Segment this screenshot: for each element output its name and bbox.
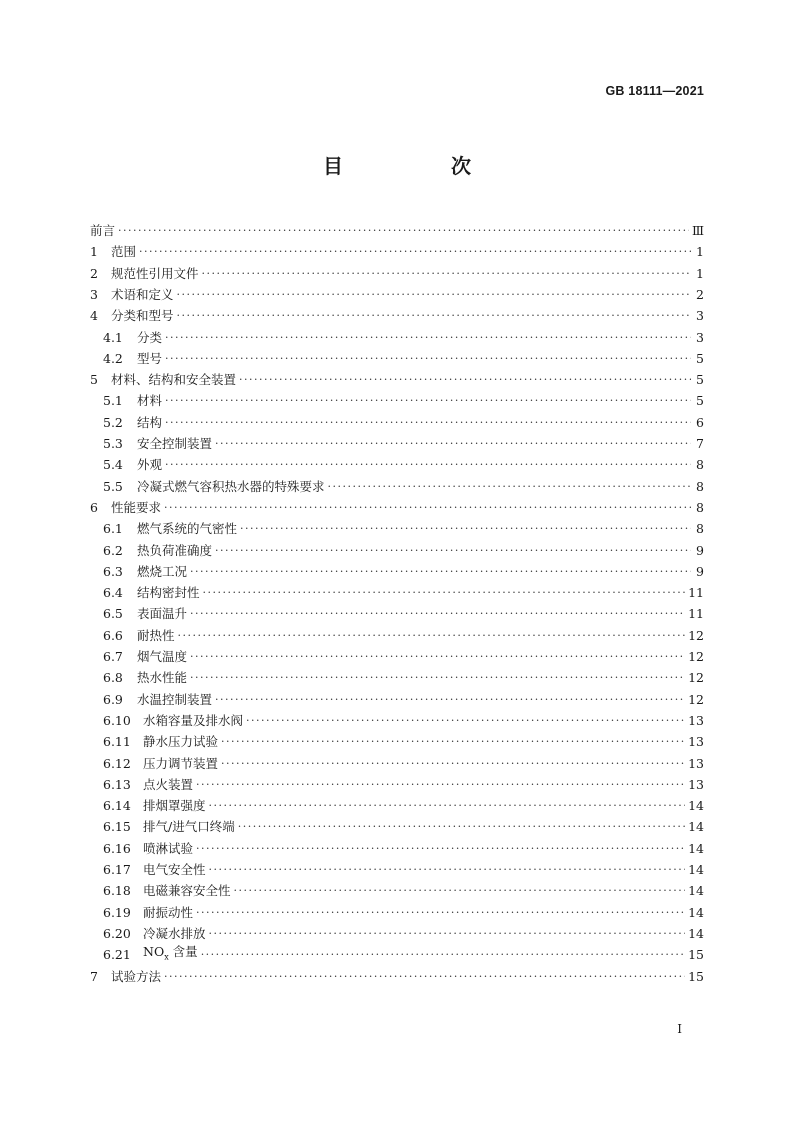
toc-entry-number: 5 [90, 372, 98, 388]
toc-leader-dots [202, 265, 691, 283]
toc-entry-number: 6.18 [103, 883, 131, 899]
toc-entry-number: 6.9 [103, 691, 123, 707]
toc-leader-dots [118, 222, 689, 240]
toc-leader-dots [139, 243, 691, 261]
toc-entry-title: 热水性能 [137, 670, 188, 686]
toc-leader-dots [165, 456, 691, 474]
toc-entry-title: 外观 [137, 457, 163, 473]
toc-entry-number: 4.1 [103, 329, 123, 345]
toc-entry[interactable] [90, 733, 704, 751]
toc-entry-page: 15 [688, 947, 704, 963]
standard-code: GB 18111—2021 [605, 84, 704, 98]
toc-leader-dots [190, 563, 691, 581]
toc-entry-number: 6.21 [103, 947, 131, 963]
toc-entry-page: 5 [696, 350, 704, 366]
toc-entry[interactable] [90, 243, 704, 261]
toc-leader-dots [209, 861, 686, 879]
toc-entry[interactable] [90, 371, 704, 389]
toc-leader-dots [209, 797, 686, 815]
toc-entry[interactable] [90, 797, 704, 815]
toc-entry-number: 6.7 [103, 649, 123, 664]
toc-entry-page: 13 [688, 755, 704, 771]
toc-leader-dots [209, 925, 686, 943]
toc-entry-number: 6.12 [103, 755, 131, 771]
toc-entry-title: 结构 [137, 414, 163, 430]
toc-entry[interactable] [90, 350, 704, 368]
toc-entry-number: 5.1 [103, 393, 123, 409]
toc-entry-number: 6.13 [103, 776, 131, 792]
toc-entry-title: 排烟罩强度 [143, 798, 206, 814]
toc-entry[interactable] [90, 818, 704, 836]
toc-entry-title: 耐振动性 [143, 904, 194, 920]
toc-entry-number: 7 [90, 968, 98, 984]
toc-leader-dots [238, 818, 685, 836]
toc-leader-dots [165, 392, 691, 410]
toc-entry[interactable] [90, 584, 704, 602]
toc-entry-number: 6.17 [103, 862, 131, 877]
toc-entry-number: 6.2 [103, 542, 123, 558]
toc-leader-dots [196, 904, 685, 922]
toc-entry-number: 6.15 [103, 819, 131, 835]
toc-leader-dots [221, 755, 685, 773]
toc-entry-number: 6.14 [103, 798, 131, 814]
toc-entry-page: 5 [696, 372, 704, 388]
toc-entry-title: 冷凝式燃气容积热水器的特殊要求 [137, 478, 325, 494]
toc-entry-number: 6.5 [103, 606, 123, 622]
toc-entry-title: 燃气系统的气密性 [137, 521, 238, 537]
toc-entry-title: 烟气温度 [137, 649, 188, 664]
toc-entry-title: 喷淋试验 [143, 840, 194, 856]
toc-entry[interactable] [90, 861, 704, 879]
toc-entry-page: 7 [696, 436, 704, 451]
toc-entry-title: 热负荷准确度 [137, 542, 213, 558]
toc-entry-title: 材料、结构和安全装置 [111, 372, 237, 388]
toc-entry-number: 6 [90, 499, 98, 515]
toc-entry-title: 型号 [137, 350, 163, 366]
toc-entry-number: 6.20 [103, 925, 131, 941]
toc-entry-title: 表面温升 [137, 606, 188, 622]
toc-entry-page: 13 [688, 776, 704, 792]
toc-entry-page: 8 [696, 499, 704, 515]
toc-leader-dots [328, 478, 691, 496]
toc-entry[interactable] [90, 776, 704, 794]
toc-entry-title: 压力调节装置 [143, 755, 219, 771]
toc-entry-title: 冷凝水排放 [143, 925, 206, 941]
toc-entry-title: 范围 [111, 244, 137, 260]
toc-entry[interactable] [90, 691, 704, 709]
toc-entry-title: 试验方法 [111, 968, 162, 984]
toc-entry-page: 15 [688, 968, 704, 984]
toc-entry[interactable] [90, 392, 704, 410]
toc-entry[interactable] [90, 435, 704, 453]
toc-entry-number: 6.3 [103, 563, 123, 579]
toc-leader-dots [221, 733, 685, 751]
toc-leader-dots [164, 499, 691, 517]
toc-entry-title: 分类 [137, 329, 163, 345]
toc-entry-page: 9 [696, 542, 704, 558]
toc-entry-page: 14 [688, 840, 704, 856]
toc-entry[interactable] [90, 627, 704, 645]
toc-entry-title: 前言 [90, 223, 116, 238]
toc-leader-dots [215, 542, 691, 560]
toc-entry[interactable] [90, 712, 704, 730]
toc-entry-title: 点火装置 [143, 776, 194, 792]
toc-entry-page: 8 [696, 457, 704, 473]
toc-entry[interactable] [90, 478, 704, 496]
toc-entry-number: 5.2 [103, 414, 123, 430]
toc-entry[interactable] [90, 669, 704, 687]
toc-leader-dots [234, 882, 686, 900]
toc-entry-number: 1 [90, 244, 98, 260]
toc-entry[interactable] [90, 968, 704, 986]
toc-entry-number: 6.6 [103, 627, 123, 643]
toc-entry-title: 规范性引用文件 [111, 265, 199, 281]
toc-entry-title: 结构密封性 [137, 585, 200, 601]
toc-entry-number: 6.11 [103, 734, 131, 750]
toc-entry[interactable] [90, 605, 704, 623]
toc-entry[interactable] [90, 520, 704, 538]
toc-entry-page: 9 [696, 563, 704, 579]
toc-entry-page: 12 [688, 670, 704, 686]
toc-entry-page: 13 [688, 734, 704, 750]
toc-entry-number: 5.5 [103, 478, 123, 494]
toc-entry-page: 14 [688, 904, 704, 920]
toc-entry-title: 分类和型号 [111, 308, 174, 324]
toc-entry-number: 2 [90, 265, 98, 281]
toc-entry-page: 1 [696, 244, 704, 260]
toc-leader-dots [190, 605, 685, 623]
toc-leader-dots [203, 584, 686, 602]
toc-entry-title: 耐热性 [137, 627, 175, 643]
toc-entry-title: 水温控制装置 [137, 691, 213, 707]
toc-entry[interactable] [90, 414, 704, 432]
toc-entry-title: 排气/进气口终端 [143, 819, 235, 835]
toc-entry-page: 14 [688, 819, 704, 835]
toc-entry-page: 14 [688, 883, 704, 899]
toc-entry-number: 4 [90, 308, 98, 324]
toc-entry-page: 1 [696, 265, 704, 281]
page-number: Ⅰ [677, 1022, 682, 1036]
toc-entry-page: 11 [688, 585, 704, 601]
toc-leader-dots [215, 691, 685, 709]
toc-entry[interactable] [90, 840, 704, 858]
toc-entry-page: 12 [688, 691, 704, 707]
toc-entry-page: 3 [696, 329, 704, 345]
toc-leader-dots [190, 648, 685, 666]
toc-entry-page: 8 [696, 521, 704, 537]
page-title: 目 次 [323, 154, 515, 178]
toc-entry-page: 3 [696, 308, 704, 324]
toc-leader-dots [190, 669, 685, 687]
toc-entry[interactable] [90, 946, 704, 964]
toc-entry[interactable] [90, 265, 704, 283]
toc-leader-dots [196, 776, 685, 794]
toc-entry[interactable] [90, 499, 704, 517]
toc-entry[interactable] [90, 904, 704, 922]
toc-entry[interactable] [90, 755, 704, 773]
toc-entry-page: 14 [688, 798, 704, 814]
toc-leader-dots [239, 371, 691, 389]
toc-entry[interactable] [90, 307, 704, 325]
toc-entry-title: 电气安全性 [143, 862, 206, 877]
toc-entry-title: 安全控制装置 [137, 436, 213, 451]
toc-entry-number: 4.2 [103, 350, 123, 366]
toc-entry-page: 8 [696, 478, 704, 494]
toc-entry-number: 3 [90, 286, 98, 302]
toc-entry-page: 2 [696, 286, 704, 302]
toc-entry[interactable] [90, 648, 704, 666]
toc-leader-dots [178, 627, 686, 645]
toc-entry-number: 6.10 [103, 712, 131, 728]
toc-leader-dots [165, 329, 691, 347]
toc-entry[interactable] [90, 286, 704, 304]
toc-entry[interactable] [90, 563, 704, 581]
toc-entry-number: 6.8 [103, 670, 123, 686]
toc-leader-dots [196, 840, 685, 858]
toc-entry[interactable] [90, 882, 704, 900]
toc-entry-title: 材料 [137, 393, 163, 409]
toc-leader-dots [246, 712, 685, 730]
toc-entry-title: 静水压力试验 [143, 734, 219, 750]
toc-entry-page: 13 [688, 712, 704, 728]
toc-entry-number: 6.16 [103, 840, 131, 856]
toc-entry-page: Ⅲ [691, 223, 704, 238]
toc-entry-page: 12 [688, 627, 704, 643]
toc-entry-page: 12 [688, 649, 704, 664]
toc-entry[interactable] [90, 456, 704, 474]
toc-leader-dots [164, 968, 685, 986]
toc-entry[interactable] [90, 222, 704, 240]
toc-entry[interactable] [90, 329, 704, 347]
toc-entry-number: 6.4 [103, 585, 123, 601]
toc-entry-title: 燃烧工况 [137, 563, 188, 579]
toc-entry-number: 6.1 [103, 521, 123, 537]
toc-entry-title: $NO_x$ 含量 [143, 944, 198, 962]
toc-leader-dots [201, 946, 685, 964]
toc-leader-dots [165, 414, 691, 432]
toc-entry-page: 14 [688, 925, 704, 941]
toc-entry-page: 5 [696, 393, 704, 409]
toc-entry-number: 6.19 [103, 904, 131, 920]
toc-entry-page: 14 [688, 862, 704, 877]
toc-entry-title: 电磁兼容安全性 [143, 883, 231, 899]
toc-leader-dots [240, 520, 691, 538]
toc-entry-title: 术语和定义 [111, 286, 174, 302]
toc-leader-dots [177, 286, 691, 304]
toc-leader-dots [177, 307, 691, 325]
toc-entry-title: 性能要求 [111, 499, 162, 515]
toc-entry-title: 水箱容量及排水阀 [143, 712, 244, 728]
toc-entry-page: 6 [696, 414, 704, 430]
toc-entry-page: 11 [688, 606, 704, 622]
toc-entry[interactable] [90, 925, 704, 943]
toc-leader-dots [165, 350, 691, 368]
toc-leader-dots [215, 435, 691, 453]
toc-entry[interactable] [90, 542, 704, 560]
toc-entry-number: 5.3 [103, 436, 123, 451]
toc-entry-number: 5.4 [103, 457, 123, 473]
